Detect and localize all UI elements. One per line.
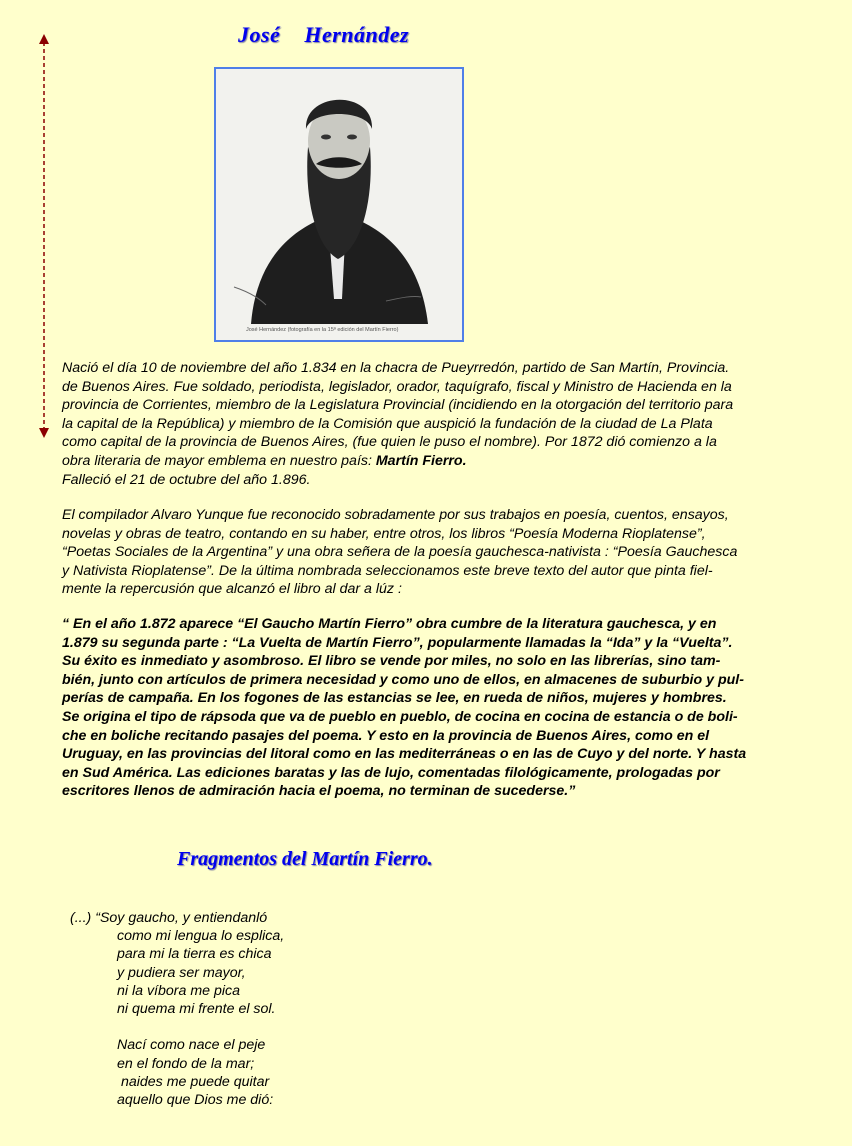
poem-verse: en el fondo de la mar; — [117, 1055, 255, 1072]
section-heading: Fragmentos del Martín Fierro. — [177, 848, 433, 870]
quote-line: Uruguay, en las provincias del litoral como en las mediterráneas o en las de Cuyo y del norte. Y hasta — [62, 746, 747, 763]
bio-line: como capital de la provincia de Buenos Aires, (fue quien le puso el nombre). Por 1872 dió comienzo a la — [62, 434, 717, 451]
compiler-paragraph — [62, 506, 789, 599]
quote-paragraph — [62, 615, 789, 801]
poem-fragment — [70, 909, 284, 1109]
poem-verse: Nací como nace el peje — [117, 1037, 266, 1054]
poem-verse: (...) “Soy gaucho, y entiendanló — [70, 910, 268, 926]
quote-line: 1.879 su segunda parte : “La Vuelta de Martín Fierro”, popularmente llamadas la “Ida” y la “Vuelta”. — [62, 634, 733, 651]
compiler-line: mente la repercusión que alcanzó el libro al dar a lúz : — [62, 581, 402, 598]
bio-line: provincia de Corrientes, miembro de la Legislatura Provincial (incidiendo en la otorgación del territorio para — [62, 397, 734, 414]
compiler-line: “Poetas Sociales de la Argentina” y una obra señera de la poesía gauchesca-nativista : “Poesía Gauchesca — [62, 544, 738, 561]
poem-verse: ni la víbora me pica — [117, 982, 241, 999]
poem-verse: para mi la tierra es chica — [117, 946, 272, 963]
poem-verse: aquello que Dios me dió: — [117, 1092, 274, 1109]
portrait-image — [214, 67, 464, 342]
quote-line: bién, junto con artículos de primera necesidad y como uno de ellos, en almacenes de suburbio y pul- — [62, 671, 744, 688]
poem-verse: naides me puede quitar — [117, 1073, 270, 1090]
compiler-line: y Nativista Rioplatense”. De la última nombrada seleccionamos este breve texto del autor que pinta fiel- — [62, 562, 713, 579]
compiler-line: novelas y obras de teatro, contando en su haber, entre otros, los libros “Poesía Moderna Rioplatense”, — [62, 525, 706, 542]
poem-verse: y pudiera ser mayor, — [117, 964, 246, 981]
poem-verse: como mi lengua lo esplica, — [117, 928, 285, 945]
compiler-line: El compilador Alvaro Yunque fue reconocido sobradamente por sus trabajos en poesía, cuentos, ensayos, — [62, 507, 729, 523]
biography-paragraph — [62, 359, 789, 489]
portrait-caption: José Hernández (fotografía en la 15ª edición del Martín Fierro) — [246, 327, 399, 333]
quote-line: perías de campaña. En los fogones de las estancias se lee, en rueda de niños, mujeres y hombres. — [62, 690, 727, 707]
bio-line: obra literaria de mayor emblema en nuestro país: — [62, 452, 376, 469]
bio-line: Nació el día 10 de noviembre del año 1.834 en la chacra de Pueyrredón, partido de San Martín, Provincia. — [62, 360, 730, 376]
page-title: José Hernández — [238, 22, 410, 47]
quote-line: che en boliche recitando pasajes del poema. Y esto en la provincia de Buenos Aires, como en el — [62, 727, 710, 744]
quote-line: Su éxito es inmediato y asombroso. El libro se vende por miles, no solo en las librerías, sino tam- — [62, 653, 721, 670]
vertical-arrow-icon — [36, 34, 52, 438]
quote-line: en Sud América. Las ediciones baratas y las de lujo, comentadas filológicamente, prologadas por — [62, 764, 720, 781]
quote-line: Se origina el tipo de rápsoda que va de pueblo en pueblo, de cocina en cocina de estancia o de boli- — [62, 708, 738, 725]
quote-line: “ En el año 1.872 aparece “El Gaucho Martín Fierro” obra cumbre de la literatura gauchesca, y en — [62, 616, 717, 632]
death-line: Falleció el 21 de octubre del año 1.896. — [62, 471, 311, 488]
poem-verse: ni quema mi frente el sol. — [117, 1001, 276, 1018]
bio-line: la capital de la República) y miembro de la Comisión que auspició la fundación de la ciudad de La Plata — [62, 415, 713, 432]
bio-line: de Buenos Aires. Fue soldado, periodista, legislador, orador, taquígrafo, fiscal y Ministro de Hacienda en la — [62, 378, 732, 395]
book-title: Martín Fierro. — [375, 452, 467, 469]
quote-line: escritores llenos de admiración hacia el poema, no terminan de sucederse.” — [62, 783, 576, 800]
